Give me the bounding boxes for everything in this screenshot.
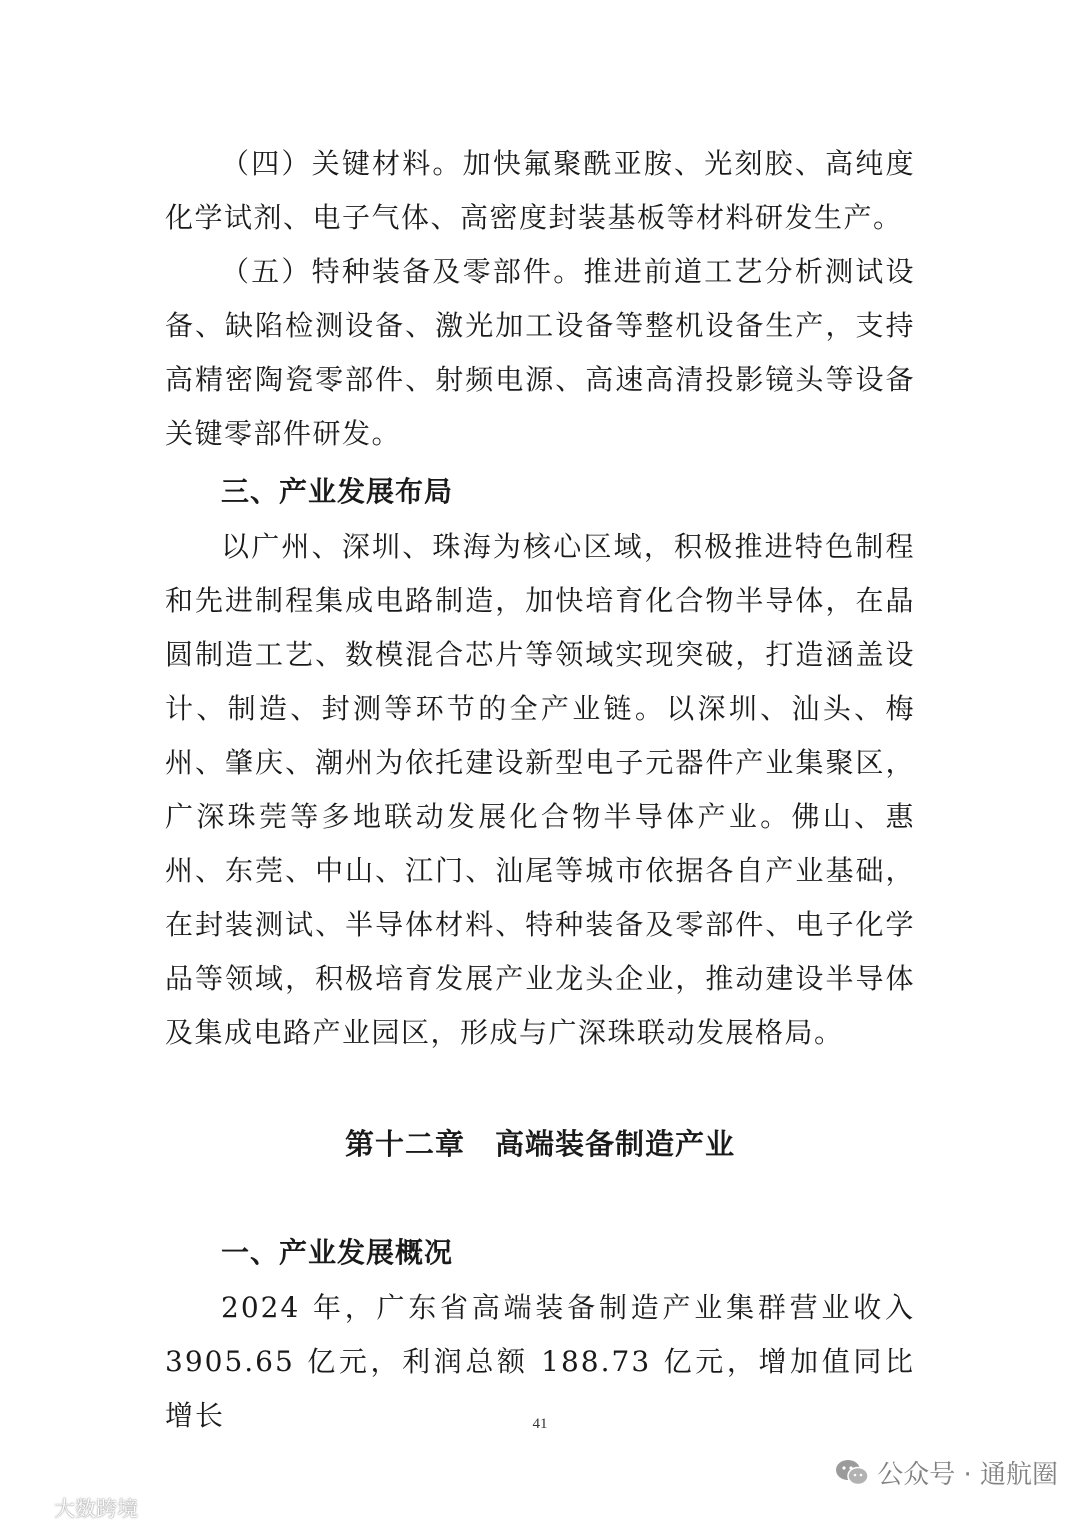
watermark-logo-icon	[8, 1497, 50, 1519]
watermark-right	[835, 1454, 1058, 1491]
watermark-left-text: 大数跨境	[54, 1497, 138, 1521]
watermark-left	[8, 1493, 138, 1523]
section-5-paragraph: （五）特种装备及零部件。推进前道工艺分析测试设备、缺陷检测设备、激光加工设备等整机设备生产，支持高精密陶瓷零部件、射频电源、高速高清投影镜头等设备关键零部件研发。	[165, 255, 915, 450]
chapter-title: 第十二章 高端装备制造产业	[344, 1127, 735, 1161]
page-number: 41	[532, 1416, 548, 1432]
heading-industry-overview: 一、产业发展概况	[221, 1236, 454, 1269]
watermark-right-text: 公众号 · 通航圈	[877, 1460, 1058, 1490]
section-4-paragraph: （四）关键材料。加快氟聚酰亚胺、光刻胶、高纯度化学试剂、电子气体、高密度封装基板等材料研发生产。	[165, 147, 915, 234]
heading-industry-layout: 三、产业发展布局	[221, 475, 454, 508]
industry-overview-paragraph: 2024 年，广东省高端装备制造产业集群营业收入 3905.65 亿元，利润总额 188.73 亿元，增加值同比增长	[165, 1291, 915, 1432]
wechat-icon	[835, 1458, 869, 1488]
industry-layout-paragraph: 以广州、深圳、珠海为核心区域，积极推进特色制程和先进制程集成电路制造，加快培育化合物半导体，在晶圆制造工艺、数模混合芯片等领域实现突破，打造涵盖设计、制造、封测等环节的全产业链。以深圳、汕头、梅州、肇庆、潮州为依托建设新型电子元器件产业集聚区，广深珠莞等多地联动发展化合物半导体产业。佛山、惠州、东莞、中山、江门、汕尾等城市依据各自产业基础，在封装测试、半导体材料、特种装备及零部件、电子化学品等领域，积极培育发展产业龙头企业，推动建设半导体及集成电路产业园区，形成与广深珠联动发展格局。	[165, 530, 915, 1049]
